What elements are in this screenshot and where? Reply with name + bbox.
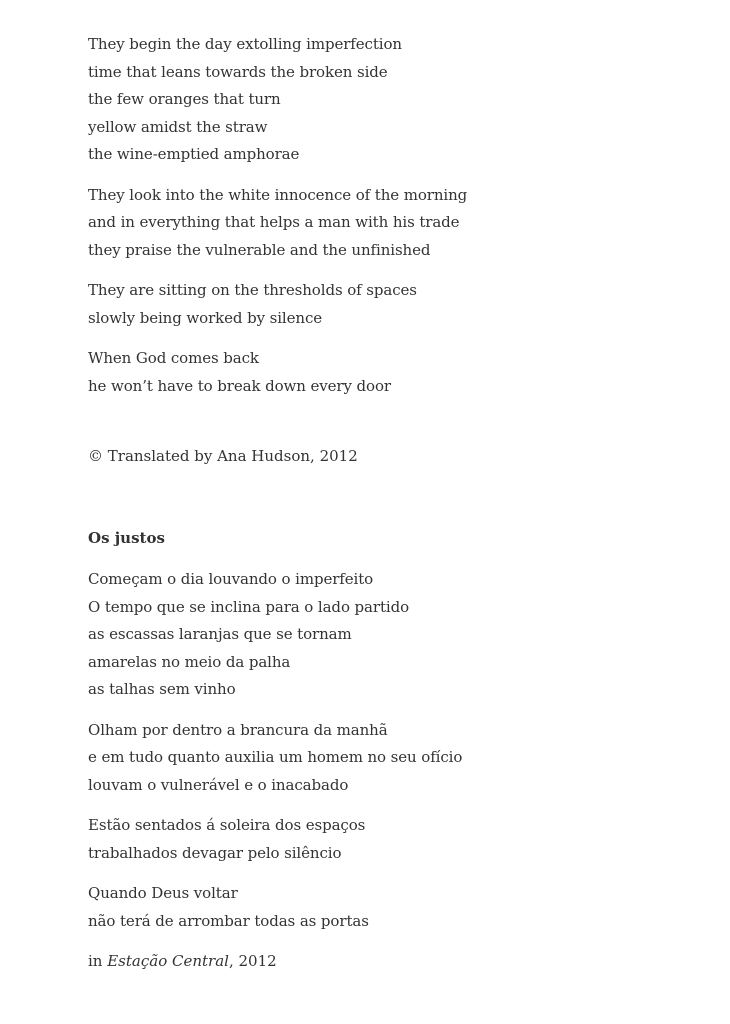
poem-line: he won’t have to break down every door (88, 376, 391, 395)
source-year: , 2012 (228, 952, 277, 970)
stanza (88, 717, 708, 800)
poem-line: they praise the vulnerable and the unfinished (88, 240, 431, 259)
poem-line: amarelas no meio da palha (88, 652, 291, 671)
poem-line: They begin the day extolling imperfection (88, 35, 402, 53)
poem-line: They look into the white innocence of the morning (88, 185, 468, 204)
poem-line: trabalhados devagar pelo silêncio (88, 843, 342, 862)
poem-line: Começam o dia louvando o imperfeito (88, 570, 374, 588)
poem-line: as talhas sem vinho (88, 680, 236, 698)
stanza (88, 31, 708, 169)
poem-line: O tempo que se inclina para o lado partido (88, 597, 410, 616)
poem-line: They are sitting on the thresholds of spaces (88, 281, 417, 299)
translation-credit: © Translated by Ana Hudson, 2012 (88, 447, 358, 465)
poem-line: When God comes back (88, 349, 259, 367)
stanza (88, 880, 708, 935)
poem-line: as escassas laranjas que se tornam (88, 625, 352, 643)
poem-line: time that leans towards the broken side (88, 62, 388, 81)
source-book-title: Estação Central (107, 952, 229, 970)
poem-line: the wine-emptied amphorae (88, 145, 300, 163)
translation-section (88, 31, 708, 471)
poem-line: yellow amidst the straw (88, 117, 268, 136)
poem-title: Os justos (88, 528, 165, 547)
stanza (88, 277, 708, 332)
poem-line: e em tudo quanto auxilia um homem no seu ofício (88, 748, 463, 766)
stanza (88, 566, 708, 704)
stanza (88, 182, 708, 265)
poem-line: and in everything that helps a man with his trade (88, 213, 460, 231)
poem-line: Olham por dentro a brancura da manhã (88, 720, 388, 739)
source-citation (88, 948, 708, 976)
poem-line: the few oranges that turn (88, 90, 281, 108)
poem-line: Estão sentados á soleira dos espaços (88, 816, 366, 834)
source-prefix: in (88, 952, 108, 970)
stanza (88, 812, 708, 867)
poem-line: Quando Deus voltar (88, 884, 238, 902)
original-section (88, 525, 708, 976)
poem-line: louvam o vulnerável e o inacabado (88, 775, 349, 794)
stanza (88, 345, 708, 400)
poem-page (88, 31, 708, 976)
poem-line: slowly being worked by silence (88, 308, 323, 327)
poem-line: não terá de arrombar todas as portas (88, 911, 369, 930)
